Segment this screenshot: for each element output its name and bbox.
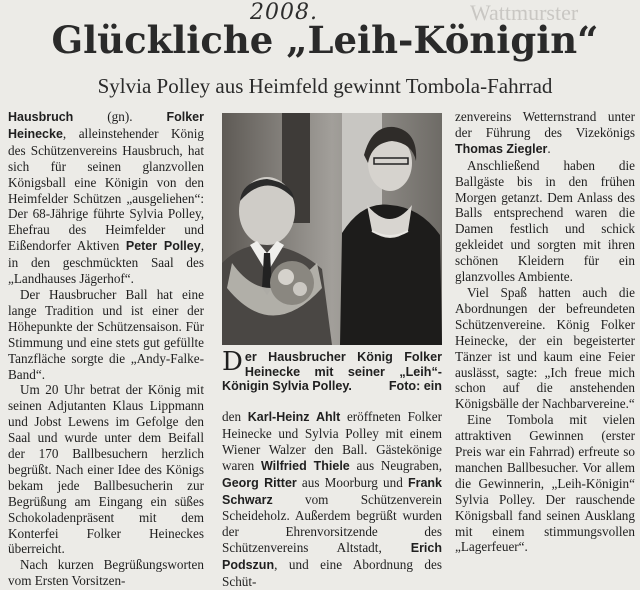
- paragraph: Anschließend haben die Ballgäste bis in den frühen Morgen getanzt. Dem Anlass des Balls entsprechend waren die Damen festlich und schick gekleidet und sorgten mit ihren schönen Kleidern für ein glanzvolles Ambiente.: [455, 157, 635, 285]
- person-name: Peter Polley: [125, 239, 201, 254]
- text: aus Neugraben,: [349, 457, 442, 473]
- photo-image: [222, 113, 442, 345]
- article-column-1: [8, 109, 204, 589]
- text: vom Schützenverein Scheideholz. Außerdem begrüßt wurden der Ehrenvorsitzende des Schützenvereins Altstadt,: [222, 491, 442, 556]
- text: zenvereins Wetternstrand unter der Führung des Vizekönigs: [455, 109, 635, 140]
- person-name: Folker Heinecke: [8, 110, 204, 141]
- paragraph: [455, 109, 635, 158]
- text: , alleinstehender König des Schützenvereins Hausbruch, hat sich für seinen glanzvollen Königsball eine Königin von den Heimfelder Schützen „ausgeliehen“: Der 68-Jährige führte Sylvia Polley, Ehefrau des Heimfelder und Eißendorfer Aktiven: [8, 125, 204, 254]
- caption-text: er Hausbrucher König Folker Heinecke mit seiner „Leih“-Königin Sylvia Polley.: [222, 350, 442, 393]
- paragraph: Eine Tombola mit vielen attraktiven Gewinnen (erster Preis war ein Fahrrad) erfreute so manchen Ballbesucher. Vor allem die Gewinnerin, „Leih-Königin“ Sylvia Polley. Der rauschende Königsball fand seinen Ausklang mit einem stimmungsvollen „Lagerfeuer“.: [455, 412, 635, 555]
- dateline-place: Hausbruch: [8, 110, 74, 124]
- text: .: [547, 140, 551, 156]
- paragraph: Viel Spaß hatten auch die Abordnungen der befreundeten Schützenvereine. König Folker Heinecke, der ein begeisterter Tänzer ist und kaum eine Feier auslässt, sagte: „Ich freue mich schon auf die anstehenden Königsbälle der Nachbarvereine.“: [455, 284, 635, 412]
- dateline-author: (gn).: [73, 109, 167, 124]
- paragraph: Nach kurzen Begrüßungsworten vom Ersten Vorsitzen-: [8, 557, 204, 589]
- text: , und eine Abordnung des Schüt-: [222, 557, 442, 590]
- photo-caption: [222, 347, 442, 394]
- article-column-3: [455, 109, 635, 555]
- text: aus Moorburg und: [296, 474, 408, 490]
- person-name: Karl-Heinz Ahlt: [247, 410, 341, 424]
- paragraph: Um 20 Uhr betrat der König mit seinen Adjutanten Klaus Lippmann und Jobst Lewens im Gefolge den Saal und wurde unter dem Beifall der 170 Ballbesuchern herzlich begrüßt. Nach einer Idee des Königs bekam jede Ballbesucherin zur Begrüßung am Eingang ein süßes Schokoladenpräsent mit dem Konterfei Folker Heineckes überreicht.: [8, 382, 204, 557]
- person-name: Erich Podszun: [222, 541, 442, 573]
- text: eröffneten Folker Heinecke und Sylvia Polley mit einem Wiener Walzer den Ball. Gästekönige waren: [222, 409, 442, 473]
- paragraph: [8, 109, 204, 287]
- text: , in den geschmückten Saal des „Landhauses Jägerhof“.: [8, 238, 204, 287]
- person-name: Georg Ritter: [222, 475, 297, 490]
- article-column-2: [222, 409, 442, 590]
- handwritten-date: 2008.: [250, 0, 318, 25]
- caption-dropcap: D: [222, 347, 243, 377]
- paragraph: Der Hausbrucher Ball hat eine lange Tradition und ist einer der Höhepunkte der Schützensaison. Für Stimmung und eine stets gut gefüllte Tanzfläche sorgte die „Andy-Falke-Band“.: [8, 286, 204, 382]
- person-name: Frank Schwarz: [222, 475, 442, 507]
- headline: Glückliche „Leih-Königin“: [51, 18, 599, 62]
- person-name: Wilfried Thiele: [260, 458, 350, 473]
- article-photo: [222, 113, 442, 345]
- subheadline: Sylvia Polley aus Heimfeld gewinnt Tombola-Fahrrad: [97, 74, 553, 98]
- person-name: Thomas Ziegler: [455, 141, 548, 156]
- photo-credit: Foto: ein: [388, 379, 442, 393]
- paragraph: den Karl-Heinz Ahlt eröffneten Folker Heinecke und Sylvia Polley mit einem Wiener Walzer den Ball. Gästekönige waren Wilfried Thiele aus Neugraben, Georg Ritter aus Moorburg und Frank Schwarz vom Schützenverein Scheideholz. Außerdem begrüßt wurden der Ehrenvorsitzende des Schützenvereins Altstadt, Erich Podszun, und eine Abordnung des Schüt-: [222, 409, 442, 590]
- masthead-ghost: Wattmurster: [470, 0, 579, 25]
